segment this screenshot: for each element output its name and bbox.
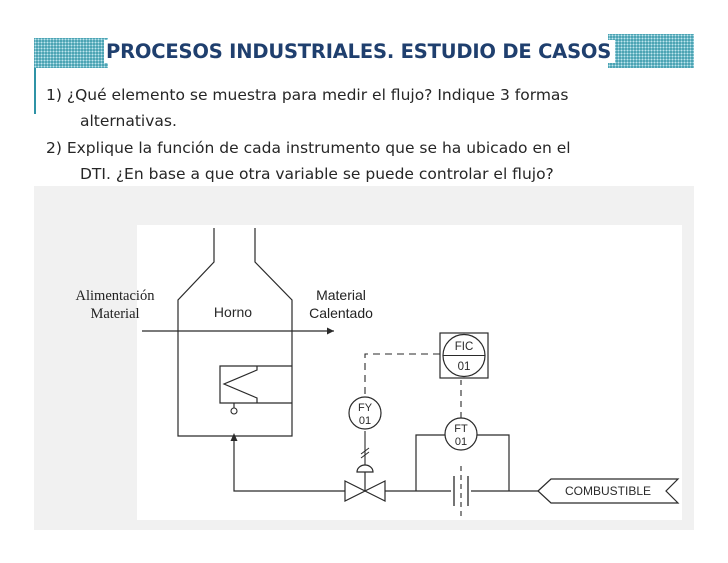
question-2-line-2: DTI. ¿En base a que otra variable se puede controlar el flujo? xyxy=(80,165,554,183)
question-2-line-1: 2) Explique la función de cada instrumento que se ha ubicado en el xyxy=(46,139,571,157)
page-title: PROCESOS INDUSTRIALES. ESTUDIO DE CASOS xyxy=(104,40,615,63)
output-label-line-1: Material xyxy=(316,287,366,303)
diagram-panel xyxy=(137,225,682,520)
burner-icon xyxy=(231,408,237,414)
fuel-source-label: COMBUSTIBLE xyxy=(564,484,652,498)
fic-number: 01 xyxy=(457,361,471,373)
furnace-label: Horno xyxy=(213,304,253,320)
question-1-line-2: alternativas. xyxy=(80,112,177,130)
feed-label-line-1: Alimentación xyxy=(75,288,155,304)
fy-number: 01 xyxy=(358,415,372,427)
ft-number: 01 xyxy=(454,436,468,448)
fy-tag: FY xyxy=(357,402,373,414)
output-label-line-2: Calentado xyxy=(309,305,373,321)
feed-label-line-2: Material xyxy=(90,306,140,322)
question-1-line-1: 1) ¿Qué elemento se muestra para medir el flujo? Indique 3 formas xyxy=(46,86,569,104)
ft-tag: FT xyxy=(454,423,468,435)
fic-tag: FIC xyxy=(454,341,474,353)
